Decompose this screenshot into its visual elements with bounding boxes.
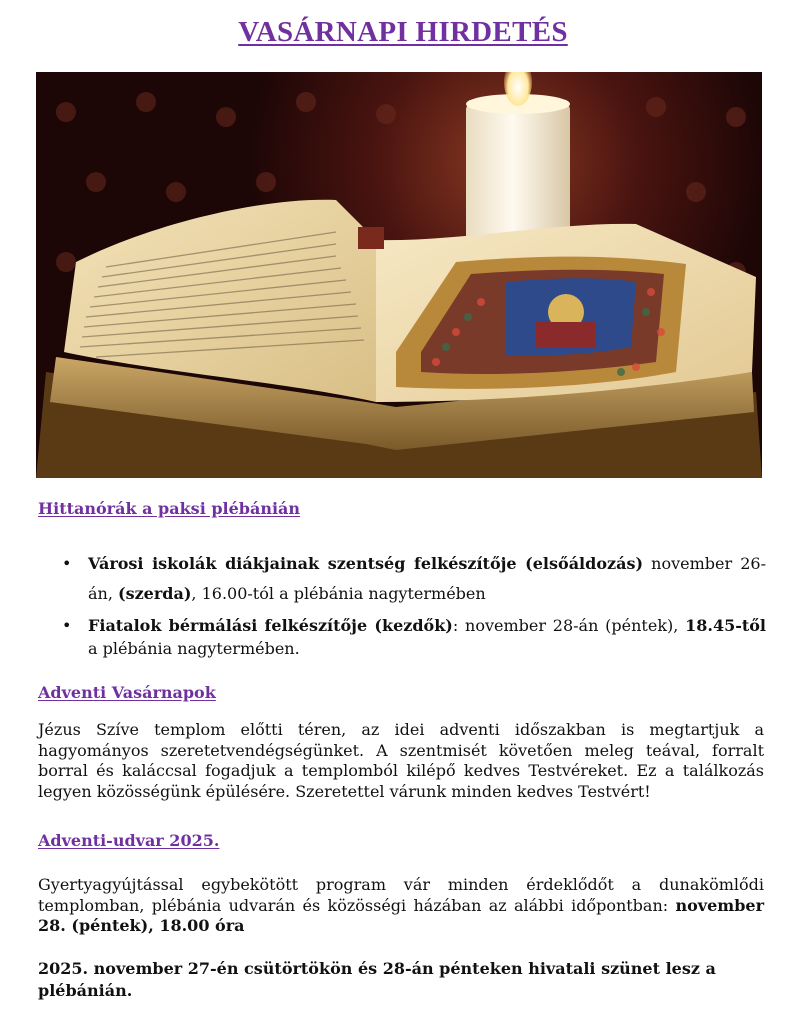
photo-illustration	[36, 72, 762, 478]
bullet1-place: , 16.00-tól a plébánia nagytermében	[191, 584, 486, 603]
page-title: VASÁRNAPI HIRDETÉS	[238, 16, 568, 48]
bullet2-title: Fiatalok bérmálási felkészítője (kezdők)	[88, 616, 453, 635]
bullet2-time: 18.45-től	[685, 616, 767, 635]
bullet2-place: a plébánia nagytermében.	[88, 639, 300, 658]
bullet1-date: november 26-án,	[88, 554, 766, 603]
office-closure-notice: 2025. november 27-én csütörtökön és 28-án pénteken hivatali szünet lesz a plébánián.	[38, 959, 716, 1000]
advent-court-paragraph	[38, 875, 764, 937]
book-candle-photo	[36, 72, 762, 478]
list-item	[38, 549, 766, 609]
bullet1-day: (szerda)	[118, 584, 192, 603]
section-heading-advent-sundays: Adventi Vasárnapok	[38, 683, 216, 702]
advent-sundays-paragraph: Jézus Szíve templom előtti téren, az idei adventi időszakban is megtartjuk a hagyományos szeretetvendégségünket. A szentmisét követően meleg teával, forralt borral és kaláccsal fogadjuk a templomból kilépő kedves Testvéreket. Ez a találkozás legyen közösségünk épülésére. Szeretettel várunk minden kedves Testvért!	[38, 720, 764, 801]
advent-court-datetime: november 28. (péntek), 18.00 óra	[38, 895, 764, 935]
section-heading-advent-court: Adventi-udvar 2025.	[38, 831, 220, 850]
bullet1-title: Városi iskolák diákjainak szentség felkészítője (elsőáldozás)	[88, 554, 644, 573]
advent-court-text: Gyertyagyújtással egybekötött program vár minden érdeklődőt a dunakömlődi templomban, plébánia udvarán és közösségi házában az alábbi időpontban:	[38, 875, 764, 915]
catechesis-list	[38, 549, 766, 660]
bullet-icon: •	[62, 616, 72, 635]
bullet-icon: •	[62, 554, 72, 573]
bullet2-date: : november 28-án (péntek),	[452, 616, 686, 635]
section-heading-catechesis: Hittanórák a paksi plébánián	[38, 499, 301, 518]
list-item	[38, 614, 766, 660]
